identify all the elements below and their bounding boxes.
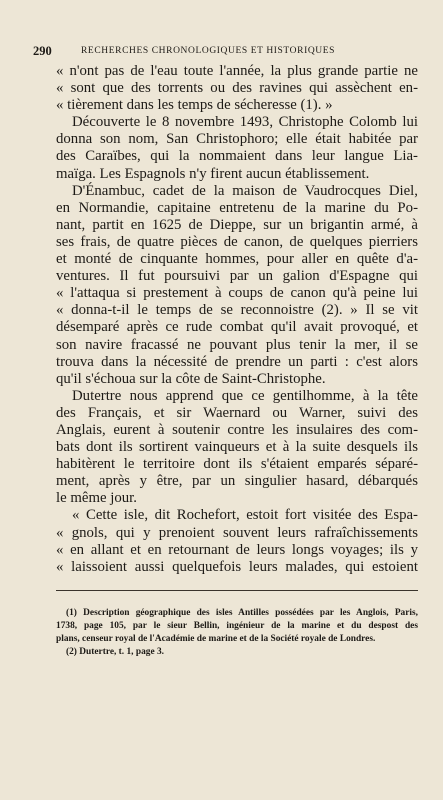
text-line: donna son nom, San Christophoro; elle était habitée par — [56, 131, 418, 148]
text-line: des Caraïbes, qui la nommaient dans leur langue Lia- — [56, 148, 418, 165]
text-line: « n'ont pas de l'eau toute l'année, la plus grande partie ne — [56, 63, 418, 79]
page-number: 290 — [33, 44, 52, 58]
text-line: Dutertre nous apprend que ce gentilhomme, à la tête — [72, 387, 418, 404]
text-line: « tièrement dans les temps de sécheresse (1). » — [56, 97, 333, 114]
text-line: « Cette isle, dit Rochefort, estoit fort visitée des Espa- — [72, 507, 418, 524]
text-line: son navire fracassé ne pouvant plus tenir la mer, il se — [56, 336, 418, 353]
text-line: « en allant et en retournant de leurs longs voyages; ils y — [56, 541, 418, 558]
text-line: des Français, et sir Waernard ou Warner, suivi des — [56, 404, 418, 421]
main-text — [56, 63, 418, 576]
text-line: trouva dans la nécessité de prendre un parti : c'est alors — [56, 353, 418, 370]
text-line: Découverte le 8 novembre 1493, Christophe Colomb lui — [72, 114, 418, 131]
footnote-rule — [56, 590, 418, 591]
footnote-line: 1738, page 105, par le sieur Bellin, ingénieur de la marine et du despost des — [56, 621, 418, 632]
text-line: et monté de cinquante hommes, pour aller en quête d'a- — [56, 251, 418, 268]
page-header — [33, 44, 418, 58]
text-line: « gnols, qui y prenoient souvent leurs rafraîchissements — [56, 524, 418, 541]
text-line: désemparé après ce rude combat qu'il avait provoqué, et — [56, 319, 418, 336]
running-title: RECHERCHES CHRONOLOGIQUES ET HISTORIQUES — [81, 46, 336, 56]
text-line: Anglais, eurent à soutenir contre les insulaires des com- — [56, 421, 418, 438]
text-line: « donna-t-il le temps de se reconnoistre (2). » Il se vit — [56, 302, 418, 319]
text-line: en Normandie, capitaine entretenu de la marine du Po- — [56, 199, 418, 216]
text-line: bats dont ils sortirent vainqueurs et à la suite desquels ils — [56, 439, 418, 456]
footnote-line: (2) Dutertre, t. 1, page 3. — [66, 647, 164, 658]
text-line: D'Énambuc, cadet de la maison de Vaudrocques Diel, — [72, 182, 418, 199]
text-line: le même jour. — [56, 490, 137, 507]
text-line: « l'attaqua si prestement à coups de canon qu'à peine lui — [56, 285, 418, 302]
text-line: qu'il s'échoua sur la côte de Saint-Christophe. — [56, 370, 326, 387]
text-line: ment, après y être, par un singulier hasard, débarqués — [56, 473, 418, 490]
footnotes — [56, 607, 418, 659]
text-line: ventures. Il fut poursuivi par un galion d'Espagne qui — [56, 268, 418, 285]
footnote-line: (1) Description géographique des isles Antilles possédées par les Anglois, Paris, — [66, 608, 418, 618]
footnote-line: plans, censeur royal de l'Académie de marine et de la Société royale de Londres. — [56, 634, 376, 645]
text-line: maïga. Les Espagnols n'y firent aucun établissement. — [56, 165, 370, 182]
text-line: ses frais, de quatre pièces de canon, de quelques pierriers — [56, 233, 418, 250]
text-line: habitèrent le territoire dont ils s'étaient emparés séparé- — [56, 456, 418, 473]
text-line: nant, partit en 1625 de Dieppe, sur un brigantin armé, à — [56, 216, 418, 233]
text-line: « sont que des torrents ou des ravines qui assèchent en- — [56, 80, 418, 97]
text-line: « laissoient aussi quelquefois leurs malades, qui estoient — [56, 558, 418, 575]
